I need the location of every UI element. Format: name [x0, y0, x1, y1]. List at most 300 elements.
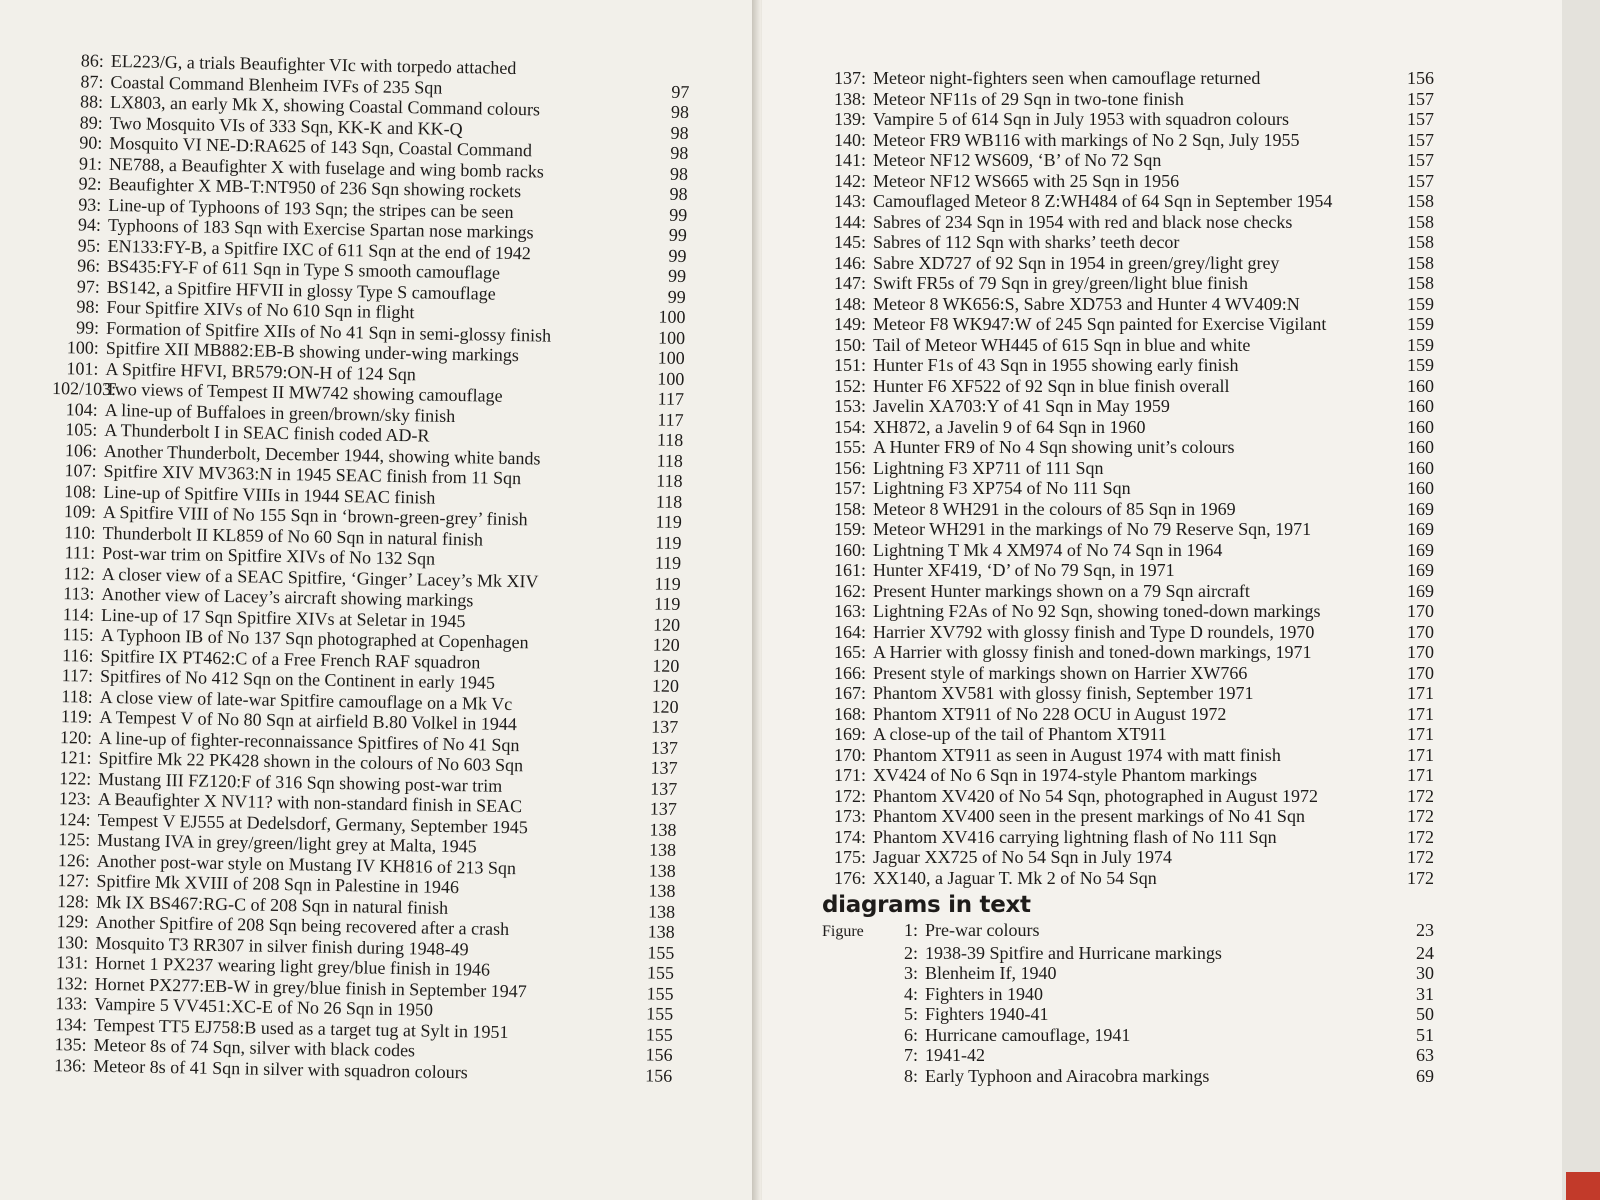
entry-page: 137 — [650, 777, 678, 799]
entry-caption: Line-up of 17 Sqn Spitfire XIVs at Seletar in 1945 — [100, 604, 466, 631]
entry-page: 156 — [645, 1064, 673, 1086]
list-item — [822, 68, 1434, 89]
entry-page: 99 — [668, 224, 688, 246]
entry-caption: Meteor WH291 in the markings of No 79 Reserve Sqn, 1971 — [873, 519, 1312, 539]
entry-caption: Meteor night-fighters seen when camouflage returned — [873, 68, 1261, 88]
list-item — [822, 765, 1434, 786]
entry-number: 87: — [80, 70, 104, 92]
entry-page: 159 — [1407, 334, 1434, 355]
entry-caption: Meteor 8 WK656:S, Sabre XD753 and Hunter 4 WV409:N — [873, 293, 1300, 314]
list-item — [822, 150, 1434, 171]
entry-page: 160 — [1407, 437, 1434, 457]
entry-page: 120 — [651, 695, 679, 717]
entry-page: 119 — [655, 511, 683, 532]
entry-number: 91: — [78, 152, 103, 174]
entry-page: 172 — [1407, 847, 1434, 867]
entry-caption: Javelin XA703:Y of 41 Sqn in May 1959 — [873, 396, 1170, 416]
list-item — [822, 191, 1434, 212]
entry-page: 172 — [1407, 826, 1434, 847]
entry-number: 110: — [64, 521, 96, 543]
entry-caption: Present style of markings shown on Harrier XW766 — [873, 662, 1248, 683]
entry-page: 170 — [1407, 621, 1434, 642]
figure-page: 50 — [1416, 1004, 1434, 1024]
list-item — [822, 437, 1434, 458]
entry-number: 109: — [63, 501, 97, 522]
entry-page: 171 — [1407, 765, 1434, 785]
figure-label: Figure — [822, 923, 864, 940]
entry-page: 100 — [657, 327, 686, 348]
entry-caption: Mk IX BS467:RG-C of 208 Sqn in natural finish — [95, 891, 449, 918]
entry-number: 93: — [78, 193, 102, 215]
figure-page: 30 — [1416, 963, 1434, 983]
list-item — [822, 827, 1434, 848]
entry-page: 160 — [1407, 416, 1434, 437]
entry-caption: A close-up of the tail of Phantom XT911 — [873, 724, 1167, 744]
entry-caption: Line-up of Typhoons of 193 Sqn; the stripes can be seen — [108, 194, 514, 222]
entry-caption: Vampire 5 VV451:XC-E of No 26 Sqn in 1950 — [94, 993, 434, 1020]
list-item — [822, 478, 1434, 499]
entry-number: 170: — [833, 744, 866, 765]
entry-caption: Hunter XF419, ‘D’ of No 79 Sqn, in 1971 — [873, 560, 1175, 580]
figure-item — [822, 1066, 1434, 1087]
entry-number: 162: — [833, 580, 866, 601]
entry-page: 157 — [1407, 109, 1434, 129]
entry-caption: Hunter F6 XF522 of 92 Sqn in blue finish overall — [873, 375, 1230, 396]
entry-page: 98 — [670, 101, 690, 123]
entry-page: 137 — [650, 757, 678, 778]
figure-page: 51 — [1416, 1024, 1434, 1045]
entry-page: 100 — [657, 368, 685, 389]
list-item — [822, 130, 1434, 151]
entry-page: 155 — [646, 1003, 674, 1024]
entry-caption: Another view of Lacey’s aircraft showing markings — [101, 583, 474, 611]
entry-caption: Phantom XV420 of No 54 Sqn, photographed in August 1972 — [873, 785, 1318, 806]
entry-caption: Spitfire XII MB882:EB-B showing under-wing markings — [105, 337, 520, 366]
entry-caption: A Thunderbolt I in SEAC finish coded AD-R — [104, 419, 430, 446]
entry-number: 144: — [833, 211, 866, 232]
entry-number: 157: — [833, 478, 866, 498]
figure-caption: Fighters in 1940 — [925, 983, 1044, 1004]
entry-number: 146: — [833, 252, 866, 273]
entry-page — [648, 76, 690, 77]
figure-number: 7: — [903, 1045, 918, 1065]
list-item — [822, 458, 1434, 479]
entry-page: 137 — [651, 716, 679, 737]
entry-page: 100 — [657, 347, 685, 368]
entry-page: 155 — [645, 1023, 674, 1045]
entry-caption: Meteor NF11s of 29 Sqn in two-tone finish — [873, 88, 1184, 109]
entry-page: 169 — [1407, 498, 1434, 519]
entry-page: 119 — [654, 552, 682, 573]
entry-number: 161: — [833, 560, 866, 580]
entry-number: 138: — [833, 88, 866, 109]
entry-caption: Camouflaged Meteor 8 Z:WH484 of 64 Sqn in September 1954 — [873, 191, 1333, 211]
entry-number: 123: — [58, 788, 92, 809]
entry-number: 94: — [77, 214, 102, 235]
entry-page: 120 — [652, 634, 680, 655]
list-item — [822, 212, 1434, 233]
entry-number: 126: — [57, 849, 91, 871]
entry-number: 141: — [833, 150, 866, 170]
entry-page: 99 — [669, 204, 688, 225]
entry-number: 153: — [833, 396, 866, 416]
list-item — [822, 519, 1434, 540]
entry-caption: Vampire 5 of 614 Sqn in July 1953 with squadron colours — [873, 109, 1289, 129]
entry-page: 119 — [653, 593, 681, 614]
entry-caption: Swift FR5s of 79 Sqn in grey/green/light blue finish — [873, 273, 1248, 293]
list-item — [822, 601, 1434, 622]
entry-caption: Spitfire Mk 22 PK428 shown in the colours of No 603 Sqn — [98, 747, 524, 776]
entry-number: 171: — [833, 765, 866, 785]
entry-caption: Hornet 1 PX237 wearing light grey/blue finish in 1946 — [94, 952, 491, 980]
entry-caption: Hunter F1s of 43 Sqn in 1955 showing early finish — [873, 355, 1239, 375]
figure-caption: Early Typhoon and Airacobra markings — [925, 1065, 1210, 1086]
entry-number: 107: — [64, 460, 97, 481]
entry-number: 176: — [833, 867, 866, 888]
entry-page: 170 — [1407, 642, 1434, 662]
entry-caption: Coastal Command Blenheim IVFs of 235 Sqn — [110, 71, 443, 98]
entry-number: 89: — [79, 111, 103, 133]
entry-number: 102/103: — [51, 377, 117, 400]
entry-caption: NE788, a Beaufighter X with fuselage and wing bomb racks — [108, 153, 545, 181]
entry-page: 98 — [669, 163, 689, 184]
entry-number: 148: — [833, 293, 866, 314]
entry-page: 98 — [670, 122, 689, 143]
entry-page: 169 — [1407, 560, 1434, 580]
entry-caption: Hornet PX277:EB-W in grey/blue finish in September 1947 — [94, 973, 527, 1001]
entry-caption: Meteor FR9 WB116 with markings of No 2 Sqn, July 1955 — [873, 129, 1300, 150]
entry-number: 105: — [65, 419, 98, 440]
entry-number: 134: — [54, 1013, 88, 1035]
list-item — [822, 581, 1434, 602]
entry-number: 98: — [76, 296, 100, 317]
entry-page: 157 — [1407, 150, 1434, 170]
entry-page: 159 — [1407, 314, 1434, 334]
entry-caption: BS435:FY-F of 611 Sqn in Type S smooth camouflage — [107, 255, 501, 283]
entry-number: 139: — [833, 109, 866, 129]
entry-number: 101: — [66, 357, 99, 379]
entry-number: 118: — [61, 685, 93, 707]
entry-number: 117: — [61, 665, 94, 686]
entry-caption: A Hunter FR9 of No 4 Sqn showing unit’s colours — [873, 437, 1235, 457]
entry-number: 150: — [833, 334, 866, 355]
entry-caption: Meteor 8s of 41 Sqn in silver with squadron colours — [93, 1055, 468, 1082]
entry-caption: LX803, an early Mk X, showing Coastal Command colours — [109, 91, 541, 120]
entry-page: 138 — [647, 900, 676, 922]
entry-number: 128: — [56, 890, 90, 912]
entry-caption: Tail of Meteor WH445 of 615 Sqn in blue and white — [873, 334, 1251, 355]
entry-caption: A Spitfire HFVI, BR579:ON-H of 124 Sqn — [105, 358, 417, 384]
entry-page: 119 — [654, 531, 682, 553]
figure-caption: Pre-war colours — [925, 920, 1040, 940]
entry-number: 112: — [63, 562, 96, 584]
entry-number: 130: — [56, 931, 89, 953]
entry-caption: EN133:FY-B, a Spitfire IXC of 611 Sqn at the end of 1942 — [107, 235, 532, 263]
entry-caption: Two views of Tempest II MW742 showing camouflage — [104, 378, 503, 406]
figure-number: 5: — [903, 1004, 918, 1024]
list-item — [822, 540, 1434, 561]
entry-page: 158 — [1407, 232, 1434, 252]
list-item — [822, 335, 1434, 356]
entry-page: 158 — [1407, 252, 1434, 273]
list-item — [822, 704, 1434, 725]
entry-number: 131: — [55, 952, 89, 973]
list-item — [822, 683, 1434, 704]
entry-page: 160 — [1407, 396, 1434, 416]
entry-page: 155 — [646, 962, 675, 983]
entry-number: 147: — [833, 273, 866, 293]
entry-number: 140: — [833, 129, 866, 150]
entry-caption: Mustang III FZ120:F of 316 Sqn showing post-war trim — [98, 768, 503, 796]
figure-item — [822, 1025, 1434, 1046]
entry-number: 167: — [833, 683, 866, 703]
list-item — [822, 89, 1434, 110]
entry-page: 172 — [1407, 806, 1434, 826]
entry-page: 169 — [1407, 539, 1434, 560]
figure-page: 31 — [1416, 983, 1434, 1004]
list-item — [822, 273, 1434, 294]
entry-caption: XH872, a Javelin 9 of 64 Sqn in 1960 — [873, 416, 1146, 437]
entry-page: 170 — [1407, 662, 1434, 683]
entry-number: 152: — [833, 375, 866, 396]
figure-page: 23 — [1416, 920, 1434, 940]
entry-page: 117 — [657, 409, 684, 430]
figure-item — [822, 963, 1434, 984]
entry-number: 97: — [76, 275, 101, 297]
entry-caption: Beaufighter X MB-T:NT950 of 236 Sqn showing rockets — [108, 173, 522, 202]
entry-caption: Meteor 8 WH291 in the colours of 85 Sqn in 1969 — [873, 498, 1236, 519]
diagrams-heading: diagrams in text — [822, 892, 1031, 918]
entry-number: 165: — [833, 642, 866, 662]
entry-caption: A Spitfire VIII of No 155 Sqn in ‘brown-green-grey’ finish — [102, 501, 528, 530]
entry-number: 104: — [65, 398, 98, 420]
illustration-list-right — [822, 68, 1434, 888]
entry-caption: Another Thunderbolt, December 1944, showing white bands — [103, 440, 541, 468]
entry-caption: Lightning T Mk 4 XM974 of No 74 Sqn in 1964 — [873, 539, 1223, 560]
list-item — [822, 314, 1434, 335]
entry-page: 138 — [647, 921, 675, 942]
list-item — [822, 396, 1434, 417]
figure-page: 63 — [1416, 1045, 1434, 1065]
entry-number: 115: — [62, 624, 94, 645]
figure-item — [822, 1045, 1434, 1066]
entry-page: 138 — [649, 818, 677, 840]
entry-caption: Another post-war style on Mustang IV KH816 of 213 Sqn — [96, 850, 517, 878]
figure-caption: Hurricane camouflage, 1941 — [925, 1024, 1131, 1045]
entry-number: 121: — [59, 747, 92, 768]
list-item — [822, 376, 1434, 397]
list-item — [822, 232, 1434, 253]
entry-caption: Formation of Spitfire XIIs of No 41 Sqn in semi-glossy finish — [105, 317, 552, 346]
entry-number: 133: — [55, 993, 88, 1014]
entry-number: 156: — [833, 457, 866, 478]
entry-number: 151: — [833, 355, 866, 375]
entry-number: 90: — [79, 132, 103, 153]
entry-number: 145: — [833, 232, 866, 252]
entry-page: 156 — [1407, 68, 1434, 88]
entry-caption: XV424 of No 6 Sqn in 1974-style Phantom markings — [873, 765, 1257, 785]
entry-number: 166: — [833, 662, 866, 683]
entry-number: 159: — [833, 519, 866, 539]
entry-number: 113: — [63, 583, 95, 604]
figure-number: 4: — [903, 983, 918, 1004]
entry-number: 163: — [833, 601, 866, 621]
entry-caption: Another Spitfire of 208 Sqn being recovered after a crash — [95, 911, 510, 940]
entry-caption: BS142, a Spitfire HFVII in glossy Type S camouflage — [106, 276, 496, 304]
figure-item — [822, 984, 1434, 1005]
entry-number: 137: — [833, 68, 866, 88]
entry-number: 127: — [57, 870, 90, 891]
entry-number: 136: — [54, 1054, 87, 1076]
entry-caption: Spitfire Mk XVIII of 208 Sqn in Palestine in 1946 — [96, 870, 460, 898]
list-item — [822, 745, 1434, 766]
entry-page: 138 — [648, 880, 676, 901]
entry-page: 97 — [671, 81, 690, 102]
list-item — [822, 294, 1434, 315]
entry-number: 99: — [75, 316, 100, 338]
list-item — [822, 847, 1434, 868]
entry-page: 100 — [658, 306, 686, 327]
entry-page: 156 — [645, 1044, 673, 1065]
entry-page: 155 — [647, 941, 675, 963]
entry-number: 158: — [833, 498, 866, 519]
entry-page: 118 — [656, 450, 684, 471]
figure-caption: Fighters 1940-41 — [925, 1004, 1049, 1024]
list-item — [822, 663, 1434, 684]
entry-number: 106: — [64, 439, 98, 461]
entry-number: 174: — [833, 826, 866, 847]
entry-caption: Sabres of 112 Sqn with sharks’ teeth decor — [873, 232, 1180, 252]
entry-caption: A close view of late-war Spitfire camouflage on a Mk Vc — [99, 686, 513, 714]
figure-number: 1: — [903, 920, 918, 940]
entry-page: 171 — [1407, 724, 1434, 744]
list-item — [822, 355, 1434, 376]
entry-page: 160 — [1407, 478, 1434, 498]
illustration-list-left — [40, 50, 690, 1086]
entry-page: 120 — [651, 675, 680, 696]
entry-number: 142: — [833, 170, 866, 191]
entry-caption: Sabres of 234 Sqn in 1954 with red and black nose checks — [873, 211, 1293, 232]
list-item — [822, 560, 1434, 581]
entry-number: 100: — [66, 337, 99, 358]
entry-caption: Spitfires of No 412 Sqn on the Continent in early 1945 — [99, 665, 496, 693]
entry-number: 172: — [833, 785, 866, 806]
entry-caption: Thunderbolt II KL859 of No 60 Sqn in natural finish — [102, 522, 484, 549]
entry-page: 158 — [1407, 211, 1434, 232]
entry-number: 173: — [833, 806, 866, 826]
entry-page: 157 — [1407, 88, 1434, 109]
entry-number: 175: — [833, 847, 866, 867]
entry-page: 169 — [1407, 519, 1434, 539]
entry-caption: Meteor 8s of 74 Sqn, silver with black codes — [93, 1034, 416, 1061]
entry-caption: Mosquito T3 RR307 in silver finish during 1948-49 — [95, 932, 469, 959]
entry-page: 172 — [1407, 785, 1434, 806]
entry-caption: EL223/G, a trials Beaufighter VIc with torpedo attached — [110, 50, 517, 78]
list-item — [822, 253, 1434, 274]
entry-page: 159 — [1407, 355, 1434, 375]
list-item — [822, 417, 1434, 438]
entry-page: 98 — [670, 142, 689, 164]
entry-caption: Post-war trim on Spitfire XIVs of No 132 Sqn — [102, 542, 436, 569]
entry-page: 158 — [1407, 191, 1434, 211]
entry-caption: Lightning F3 XP711 of 111 Sqn — [873, 457, 1104, 478]
entry-page: 137 — [649, 798, 678, 819]
entry-page: 119 — [654, 572, 681, 594]
entry-number: 149: — [833, 314, 866, 334]
entry-number: 108: — [64, 480, 97, 502]
entry-caption: Present Hunter markings shown on a 79 Sqn aircraft — [873, 580, 1250, 601]
entry-caption: A Tempest V of No 80 Sqn at airfield B.80 Volkel in 1944 — [99, 706, 518, 735]
list-item — [822, 868, 1434, 889]
entry-caption: A line-up of fighter-reconnaissance Spitfires of No 41 Sqn — [98, 727, 520, 755]
entry-caption: Mustang IVA in grey/green/light grey at Malta, 1945 — [97, 829, 477, 857]
list-item — [822, 786, 1434, 807]
entry-page: 118 — [655, 491, 683, 512]
entry-caption: Phantom XT911 of No 228 OCU in August 1972 — [873, 703, 1227, 724]
entry-page: 172 — [1407, 867, 1434, 888]
entry-page: 120 — [652, 613, 681, 635]
entry-caption: Lightning F2As of No 92 Sqn, showing toned-down markings — [873, 601, 1321, 621]
entry-caption: Meteor NF12 WS665 with 25 Sqn in 1956 — [873, 170, 1180, 191]
entry-caption: Meteor F8 WK947:W of 245 Sqn painted for Exercise Vigilant — [873, 314, 1327, 334]
entry-caption: Lightning F3 XP754 of No 111 Sqn — [873, 478, 1131, 498]
entry-number: 169: — [833, 724, 866, 744]
figure-caption: 1941-42 — [925, 1045, 985, 1065]
entry-page: 155 — [646, 982, 674, 1004]
list-item — [822, 806, 1434, 827]
entry-page: 157 — [1407, 129, 1434, 150]
entry-page: 138 — [648, 859, 676, 881]
entry-page: 169 — [1407, 580, 1434, 601]
entry-number: 95: — [77, 234, 101, 256]
entry-caption: Tempest TT5 EJ758:B used as a target tug at Sylt in 1951 — [93, 1014, 509, 1042]
entry-caption: Two Mosquito VIs of 333 Sqn, KK-K and KK-Q — [109, 112, 463, 139]
entry-number: 122: — [59, 767, 92, 789]
entry-number: 154: — [833, 416, 866, 437]
entry-number: 132: — [55, 972, 88, 994]
entry-caption: Phantom XV581 with glossy finish, September 1971 — [873, 683, 1254, 703]
entry-page: 118 — [656, 429, 684, 450]
book-edge — [1562, 0, 1600, 1200]
entry-caption: XX140, a Jaguar T. Mk 2 of No 54 Sqn — [873, 867, 1157, 888]
entry-number: 88: — [79, 91, 104, 112]
entry-caption: Spitfire IX PT462:C of a Free French RAF squadron — [100, 645, 481, 672]
entry-caption: Mosquito VI NE-D:RA625 of 143 Sqn, Coastal Command — [109, 132, 533, 161]
figure-number: 6: — [903, 1024, 918, 1045]
list-item — [822, 642, 1434, 663]
entry-number: 86: — [80, 50, 104, 71]
entry-caption: A Beaufighter X NV11? with non-standard finish in SEAC — [97, 788, 523, 817]
entry-number: 124: — [58, 808, 91, 830]
entry-page: 99 — [668, 245, 687, 266]
entry-caption: Jaguar XX725 of No 54 Sqn in July 1974 — [873, 847, 1172, 867]
entry-number: 116: — [61, 644, 94, 666]
red-cover-corner — [1566, 1172, 1600, 1200]
entry-page: 118 — [656, 470, 683, 491]
entry-number: 96: — [77, 255, 101, 276]
entry-page: 120 — [652, 654, 680, 676]
entry-caption: A line-up of Buffaloes in green/brown/sky finish — [104, 399, 456, 426]
entry-caption: A Harrier with glossy finish and toned-down markings, 1971 — [873, 642, 1312, 662]
entry-page: 160 — [1407, 457, 1434, 478]
entry-page: 171 — [1407, 703, 1434, 724]
figure-page: 24 — [1416, 942, 1434, 963]
entry-page: 171 — [1407, 744, 1434, 765]
figure-item — [822, 943, 1434, 964]
entry-page: 137 — [650, 736, 679, 758]
entry-caption: A closer view of a SEAC Spitfire, ‘Ginger’ Lacey’s Mk XIV — [101, 563, 539, 591]
entry-caption: Spitfire XIV MV363:N in 1945 SEAC finish from 11 Sqn — [103, 460, 522, 489]
